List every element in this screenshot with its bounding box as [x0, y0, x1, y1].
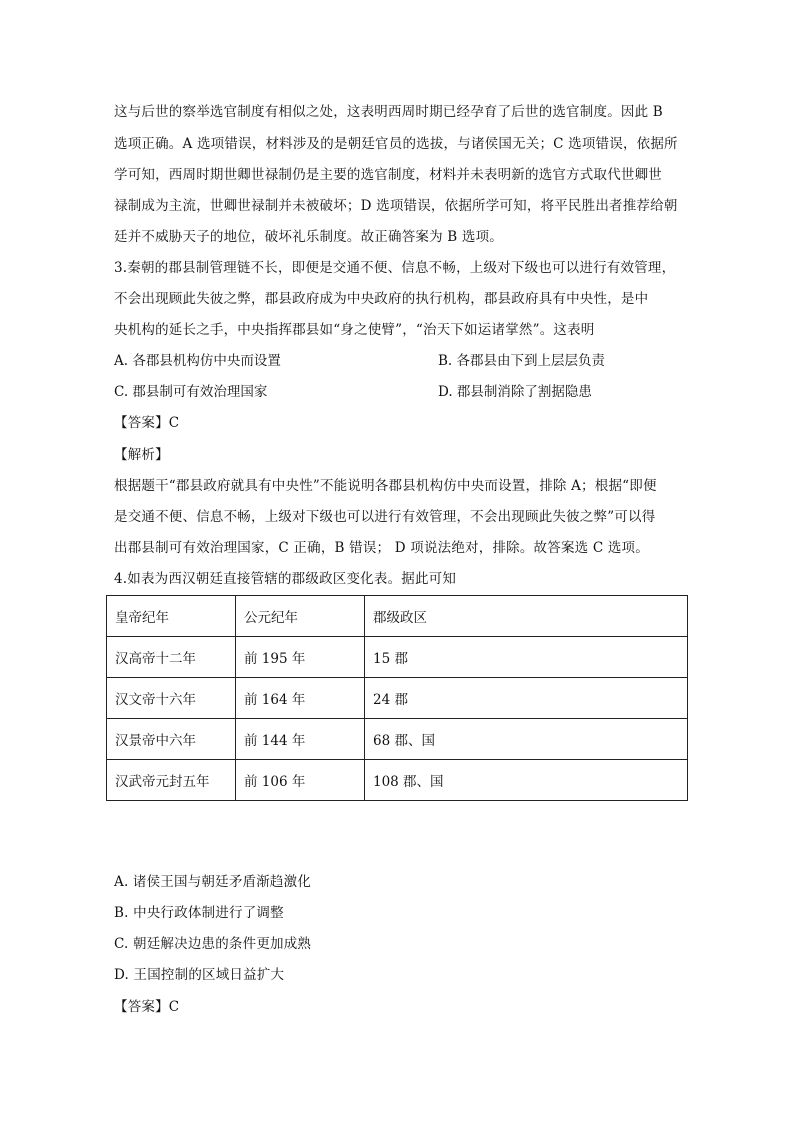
- q3-analysis-line-1: 根据题干“郡县政府就具有中央性”不能说明各郡县机构仿中央而设置，排除 A；根据“即便: [114, 478, 657, 494]
- q3-options-row-1: [114, 352, 694, 370]
- table-row: [107, 637, 688, 678]
- table-cell: 汉高帝十二年: [107, 637, 236, 678]
- q3-options-row-2: [114, 383, 694, 401]
- q3-analysis-line-3: 出郡县制可有效治理国家，C 正确，B 错误； D 项说法绝对，排除。故答案选 C 选项。: [114, 540, 649, 556]
- passage-line-2: 选项正确。A 选项错误，材料涉及的是朝廷官员的选拔，与诸侯国无关；C 选项错误，依据所: [114, 136, 678, 152]
- q4-answer: 【答案】C: [114, 999, 180, 1015]
- table-header-cell: 郡级政区: [365, 596, 688, 637]
- prefecture-change-table: [106, 595, 688, 801]
- passage-line-3: 学可知，西周时期世卿世禄制仍是主要的选官制度，材料并未表明新的选官方式取代世卿世: [114, 167, 662, 183]
- table-row: [107, 760, 688, 801]
- q3-answer: 【答案】C: [114, 415, 180, 431]
- q3-stem-line-3: 央机构的延长之手，中央指挥郡县如“身之使臂”，“治天下如运诸掌然”。这表明: [114, 322, 595, 338]
- table-cell: 汉武帝元封五年: [107, 760, 236, 801]
- table-cell: 汉景帝中六年: [107, 719, 236, 760]
- q3-stem-line-1: 3.秦朝的郡县制管理链不长，即便是交通不便、信息不畅，上级对下级也可以进行有效管理，: [114, 260, 676, 276]
- table-header-cell: 皇帝纪年: [107, 596, 236, 637]
- q4-option-d: D. 王国控制的区域日益扩大: [114, 967, 285, 983]
- passage-line-5: 廷并不威胁天子的地位，破坏礼乐制度。故正确答案为 B 选项。: [114, 229, 504, 245]
- table-cell: 前 144 年: [236, 719, 365, 760]
- table-cell: 15 郡: [365, 637, 688, 678]
- table-cell: 汉文帝十六年: [107, 678, 236, 719]
- table-cell: 前 106 年: [236, 760, 365, 801]
- q3-analysis-line-2: 是交通不便、信息不畅，上级对下级也可以进行有效管理，不会出现顾此失彼之弊”可以得: [114, 509, 656, 525]
- table-cell: 68 郡、国: [365, 719, 688, 760]
- q3-analysis-heading: 【解析】: [114, 447, 169, 463]
- table-cell: 24 郡: [365, 678, 688, 719]
- table-cell: 前 195 年: [236, 637, 365, 678]
- q4-option-a: A. 诸侯王国与朝廷矛盾渐趋激化: [114, 874, 312, 890]
- table-row: [107, 678, 688, 719]
- q4-option-c: C. 朝廷解决边患的条件更加成熟: [114, 936, 312, 952]
- q4-option-b: B. 中央行政体制进行了调整: [114, 905, 284, 921]
- q3-option-d: D. 郡县制消除了割据隐患: [438, 384, 592, 400]
- table-cell: 108 郡、国: [365, 760, 688, 801]
- q3-option-c: C. 郡县制可有效治理国家: [114, 384, 268, 400]
- q4-stem: 4.如表为西汉朝廷直接管辖的郡级政区变化表。据此可知: [114, 571, 457, 587]
- passage-line-1: 这与后世的察举选官制度有相似之处，这表明西周时期已经孕育了后世的选官制度。因此 B: [114, 104, 663, 120]
- table-header-row: [107, 596, 688, 637]
- table-header-cell: 公元纪年: [236, 596, 365, 637]
- q3-option-b: B. 各郡县由下到上层层负责: [438, 353, 606, 369]
- q3-stem-line-2: 不会出现顾此失彼之弊，郡县政府成为中央政府的执行机构，郡县政府具有中央性，是中: [114, 291, 649, 307]
- passage-line-4: 禄制成为主流，世卿世禄制并未被破坏；D 选项错误，依据所学可知，将平民胜出者推荐给朝: [114, 198, 678, 214]
- q3-option-a: A. 各郡县机构仿中央而设置: [114, 353, 281, 369]
- table-row: [107, 719, 688, 760]
- table-cell: 前 164 年: [236, 678, 365, 719]
